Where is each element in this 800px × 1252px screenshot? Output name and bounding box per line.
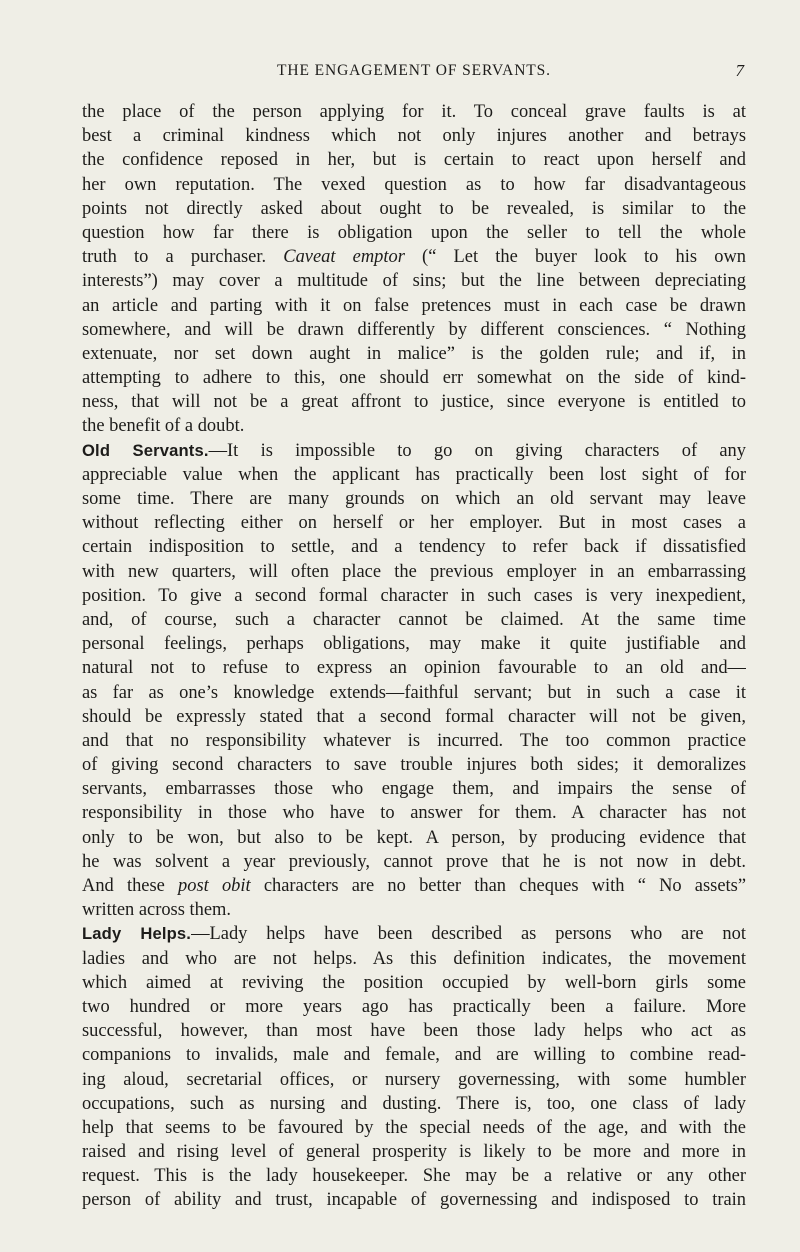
text-line: the place of the person applying for it. To conceal grave faults is at — [82, 101, 746, 121]
text-line: without reflecting either on herself or her employer. But in most cases a — [82, 512, 746, 533]
text-line: appreciable value when the applicant has practically been lost sight of for — [82, 463, 746, 484]
text-line: best a criminal kindness which not only injures another and betrays — [82, 125, 746, 146]
text-line: of giving second characters to save trouble injures both sides; it demoralizes — [82, 754, 746, 775]
latin-phrase: post obit — [178, 875, 251, 895]
text-line — [82, 438, 746, 462]
text-line: her own reputation. The vexed question as to how far disadvantageous — [82, 173, 746, 194]
text-line: position. To give a second formal character in such cases is very inexpedient, — [82, 584, 746, 605]
text-line: two hundred or more years ago has practically been a failure. More — [82, 995, 746, 1016]
text-line: companions to invalids, male and female, and are willing to combine read- — [82, 1044, 746, 1065]
text-line: ness, that will not be a great affront to justice, since everyone is entitled to — [82, 391, 746, 412]
text-line: ladies and who are not helps. As this definition indicates, the movement — [82, 947, 746, 968]
text-line: question how far there is obligation upon the seller to tell the whole — [82, 221, 746, 242]
text-line — [82, 244, 746, 268]
section-heading: Lady Helps. — [82, 924, 192, 944]
text-line: the benefit of a doubt. — [82, 415, 245, 436]
text-run: —Lady helps have been described as persons who are not — [191, 923, 746, 944]
text-line: help that seems to be favoured by the special needs of the age, and with the — [82, 1116, 746, 1137]
text-line: certain indisposition to settle, and a tendency to refer back if dissatisfied — [82, 536, 746, 557]
text-line: responsibility in those who have to answer for them. A character has not — [82, 802, 746, 823]
text-line: extenuate, nor set down aught in malice” is the golden rule; and if, in — [82, 342, 746, 363]
text-line: and, of course, such a character cannot be claimed. At the same time — [82, 608, 746, 629]
latin-phrase: Caveat emptor — [283, 246, 405, 267]
text-line: some time. There are many grounds on which an old servant may leave — [82, 488, 746, 508]
text-line: occupations, such as nursing and dusting. There is, too, one class of lady — [82, 1092, 746, 1113]
text-line: which aimed at reviving the position occupied by well-born girls some — [82, 971, 746, 992]
text-line: the confidence reposed in her, but is certain to react upon herself and — [82, 149, 746, 170]
text-line: he was solvent a year previously, cannot prove that he is not now in debt. — [82, 850, 746, 871]
text-run: characters are no better than cheques with “ No assets” — [250, 875, 746, 895]
text-run: And these — [82, 875, 179, 895]
text-run: (“ Let the buyer look to his own — [404, 246, 746, 267]
text-line: successful, however, than most have been those lady helps who act as — [82, 1020, 746, 1041]
running-head — [82, 62, 746, 86]
text-line — [82, 921, 746, 945]
text-line: somewhere, and will be drawn differently by different consciences. “ Nothing — [82, 318, 746, 339]
text-line: interests”) may cover a multitude of sins; but the line between depreciating — [82, 270, 746, 291]
text-line: personal feelings, perhaps obligations, may make it quite justifiable and — [82, 633, 746, 654]
text-line: and that no responsibility whatever is incurred. The too common practice — [82, 729, 746, 750]
text-line: ing aloud, secretarial offices, or nursery governessing, with some humbler — [82, 1068, 746, 1089]
text-run: —It is impossible to go on giving characters of any — [208, 439, 746, 460]
text-line: should be expressly stated that a second formal character will not be given, — [82, 705, 746, 726]
page-number: 7 — [735, 61, 744, 80]
text-line: with new quarters, will often place the previous employer in an embarrassing — [82, 560, 746, 581]
running-title: THE ENGAGEMENT OF SERVANTS. — [277, 62, 551, 79]
text-line: natural not to refuse to express an opinion favourable to an old and— — [82, 657, 746, 678]
text-run: truth to a purchaser. — [82, 246, 284, 267]
text-line: request. This is the lady housekeeper. She may be a relative or any other — [82, 1165, 746, 1186]
text-line: attempting to adhere to this, one should err somewhat on the side of kind- — [82, 367, 746, 388]
text-line: an article and parting with it on false pretences must in each case be drawn — [82, 294, 746, 315]
text-line: servants, embarrasses those who engage them, and impairs the sense of — [82, 778, 746, 799]
text-line: as far as one’s knowledge extends—faithful servant; but in such a case it — [82, 681, 746, 702]
text-line: raised and rising level of general prosperity is likely to be more and more in — [82, 1141, 746, 1162]
text-line: written across them. — [82, 899, 231, 920]
text-line: person of ability and trust, incapable of governessing and indisposed to train — [82, 1189, 746, 1210]
text-line: only to be won, but also to be kept. A person, by producing evidence that — [82, 826, 746, 847]
section-heading: Old Servants. — [82, 440, 209, 460]
text-line — [82, 873, 746, 897]
body-text — [82, 99, 746, 1212]
text-line: points not directly asked about ought to be revealed, is similar to the — [82, 197, 746, 218]
